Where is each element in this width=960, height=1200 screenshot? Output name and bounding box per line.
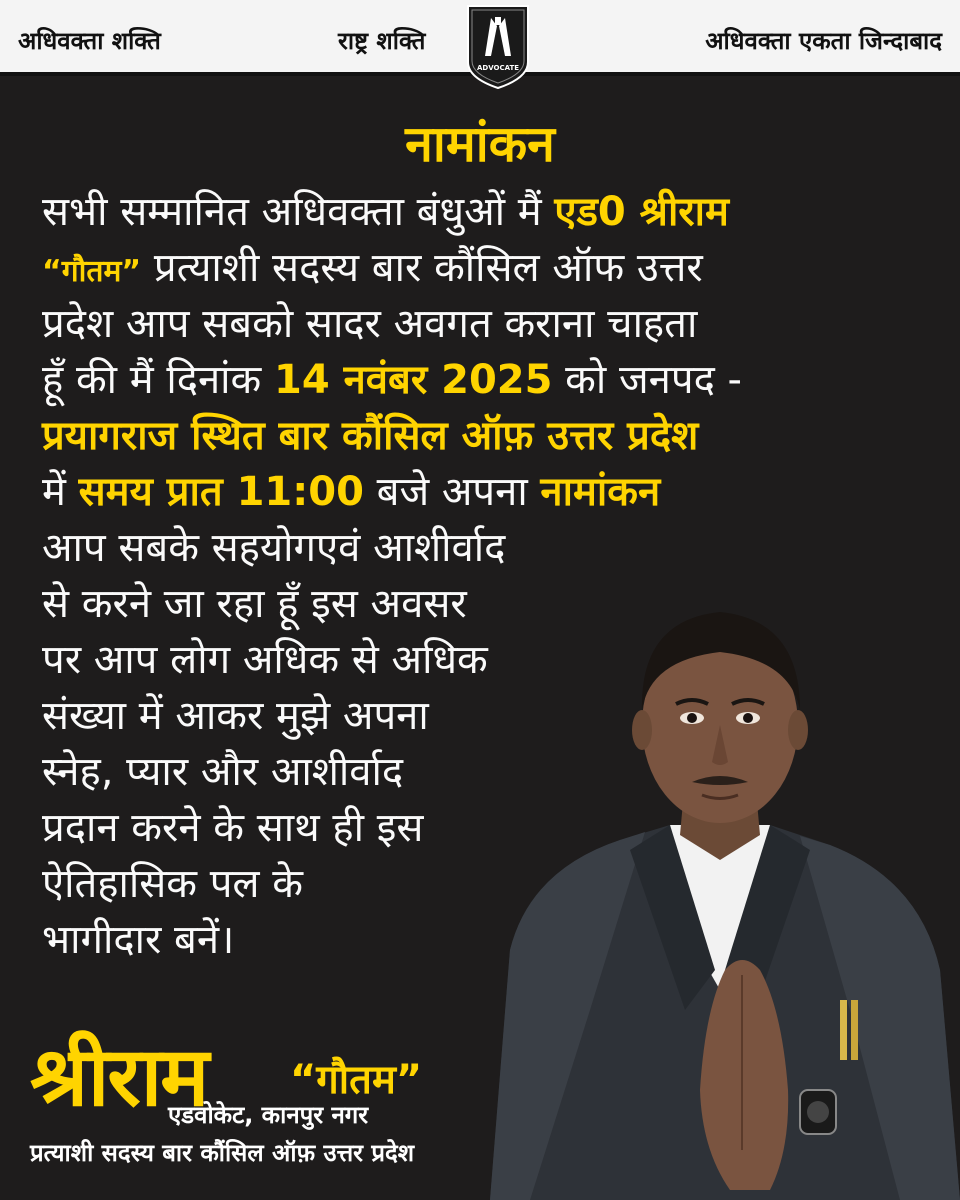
- body-line-1: [42, 186, 729, 238]
- candidate-nickname: “गौतम”: [42, 254, 142, 289]
- slogan-right: अधिवक्ता एकता जिन्दाबाद: [705, 27, 942, 55]
- body-line-14: भागीदार बनें।: [42, 917, 235, 963]
- advocate-badge: [466, 4, 530, 90]
- body-line-7: आप सबके सहयोगएवं आशीर्वाद: [42, 525, 506, 571]
- body-line-13: ऐतिहासिक पल के: [42, 861, 303, 907]
- badge-text: ADVOCATE: [476, 64, 520, 72]
- body-text: में: [42, 469, 79, 515]
- headline: नामांकन: [405, 115, 555, 173]
- nomination-time: समय प्रात 11:00: [78, 469, 364, 515]
- body-text: को जनपद -: [552, 357, 742, 403]
- candidate-candidacy: प्रत्याशी सदस्य बार कौंसिल ऑफ़ उत्तर प्रदेश: [30, 1139, 415, 1167]
- body-line-10: संख्या में आकर मुझे अपना: [42, 693, 429, 739]
- candidate-portrait: [470, 590, 960, 1200]
- slogan-left: अधिवक्ता शक्ति: [18, 27, 161, 55]
- body-text: प्रत्याशी सदस्य बार कौंसिल ऑफ उत्तर: [141, 245, 703, 291]
- body-line-9: पर आप लोग अधिक से अधिक: [42, 637, 488, 683]
- body-text: हूँ की मैं दिनांक: [42, 357, 274, 403]
- body-line-5-venue: प्रयागराज स्थित बार कौंसिल ऑफ़ उत्तर प्रदेश: [42, 413, 699, 459]
- body-text: सभी सम्मानित अधिवक्ता बंधुओं मैं: [42, 189, 555, 235]
- candidate-title: एड0 श्रीराम: [554, 189, 729, 235]
- body-line-11: स्नेह, प्यार और आशीर्वाद: [42, 749, 404, 795]
- candidate-nickname-signature: “गौतम”: [290, 1057, 423, 1103]
- candidate-name: श्रीराम: [30, 1030, 208, 1125]
- body-line-2: [42, 242, 703, 298]
- advocate-band-icon: [466, 4, 530, 90]
- body-line-8: से करने जा रहा हूँ इस अवसर: [42, 581, 467, 627]
- nomination-word: नामांकन: [540, 469, 661, 515]
- slogan-middle: राष्ट्र शक्ति: [338, 27, 426, 55]
- nomination-date: 14 नवंबर 2025: [273, 357, 553, 403]
- body-line-3: प्रदेश आप सबको सादर अवगत कराना चाहता: [42, 301, 698, 347]
- body-text: बजे अपना: [363, 469, 541, 515]
- body-line-6: [42, 466, 660, 518]
- body-line-12: प्रदान करने के साथ ही इस: [42, 805, 424, 851]
- candidate-role: एडवोकेट, कानपुर नगर: [168, 1101, 369, 1129]
- body-line-4: [42, 354, 742, 406]
